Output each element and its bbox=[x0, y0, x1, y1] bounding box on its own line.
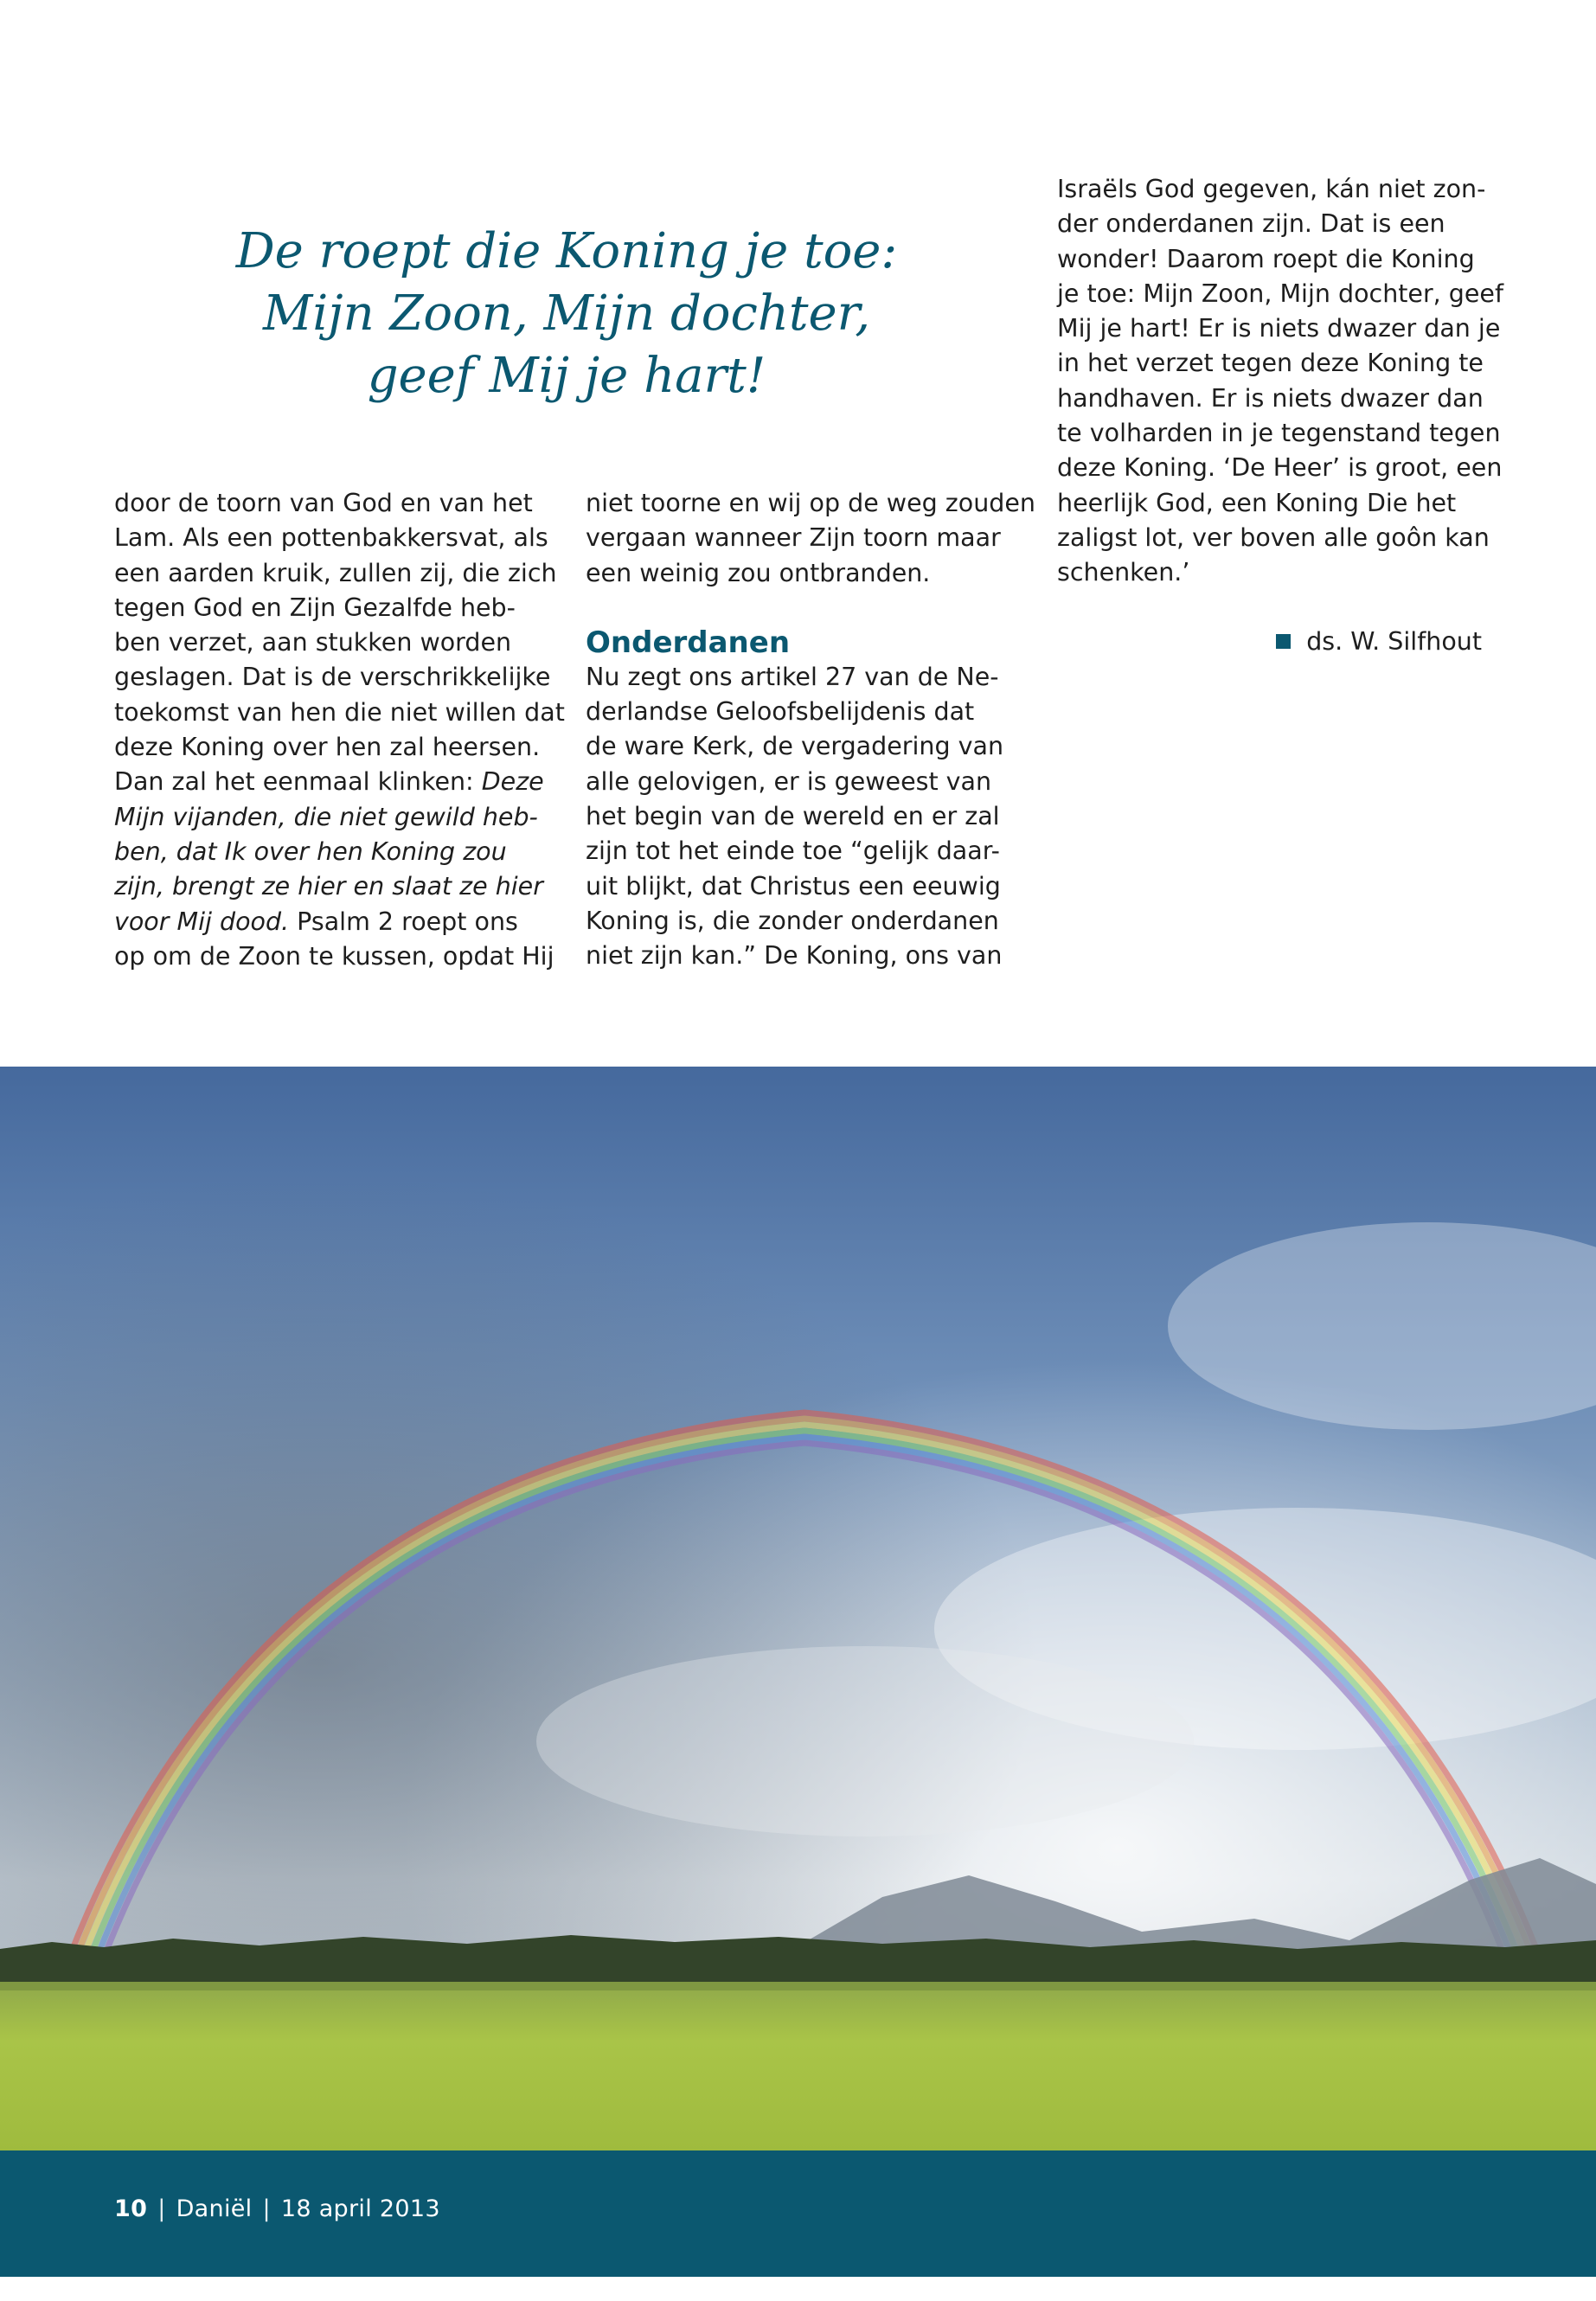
text-line: niet zijn kan.” De Koning, ons van bbox=[586, 941, 1003, 971]
text-line: je toe: Mijn Zoon, Mijn dochter, geef bbox=[1057, 279, 1503, 308]
text-line bbox=[114, 765, 564, 799]
text-line: derlandse Geloofsbelijdenis dat bbox=[586, 697, 975, 727]
italic-quote: Mijn vijanden, die niet gewild heb- bbox=[114, 802, 538, 831]
text-line: de ware Kerk, de vergadering van bbox=[586, 732, 1004, 761]
text-column-3 bbox=[1057, 172, 1507, 591]
text-line: niet toorne en wij op de weg zouden bbox=[586, 489, 1035, 517]
rainbow-landscape-photo bbox=[0, 1067, 1596, 2150]
text-line bbox=[114, 869, 564, 904]
magazine-name: Daniël bbox=[176, 2195, 253, 2222]
pull-quote-line: De roept die Koning je toe: bbox=[235, 223, 898, 279]
square-bullet-icon bbox=[1276, 634, 1291, 649]
text-column-1 bbox=[114, 486, 564, 974]
subheading: Onderdanen bbox=[586, 625, 791, 660]
pull-quote bbox=[164, 221, 969, 407]
text-line: te volharden in je tegenstand tegen bbox=[1057, 419, 1501, 448]
issue-date: 18 april 2013 bbox=[280, 2195, 440, 2222]
footer-separator: | bbox=[157, 2195, 166, 2222]
text-line: zaligst lot, ver boven alle goôn kan bbox=[1057, 522, 1490, 552]
text-line: uit blijkt, dat Christus een eeuwig bbox=[586, 871, 1001, 901]
text-line: door de toorn van God en van het bbox=[114, 489, 533, 517]
text-line: Koning is, die zonder onderdanen bbox=[586, 906, 999, 935]
author-signature bbox=[1276, 625, 1482, 659]
text-column-2 bbox=[586, 486, 1035, 974]
text-line: Mij je hart! Er is niets dwazer dan je bbox=[1057, 314, 1501, 343]
text-line: alle gelovigen, er is geweest van bbox=[586, 766, 992, 796]
text-line: handhaven. Er is niets dwazer dan bbox=[1057, 383, 1484, 413]
italic-quote: ben, dat Ik over hen Koning zou bbox=[114, 836, 507, 866]
photo-illustration bbox=[0, 1067, 1596, 2150]
text-span: Dan zal het eenmaal klinken: bbox=[114, 767, 482, 797]
field-horizon bbox=[0, 1982, 1596, 1990]
italic-quote: Deze bbox=[481, 767, 544, 797]
italic-quote: voor Mij dood. bbox=[114, 907, 290, 936]
text-line: schenken.’ bbox=[1057, 558, 1190, 587]
page-number: 10 bbox=[114, 2195, 148, 2222]
footer-text bbox=[114, 2195, 440, 2222]
pull-quote-line: geef Mij je hart! bbox=[367, 348, 766, 404]
text-line bbox=[114, 835, 564, 869]
text-line: een aarden kruik, zullen zij, die zich bbox=[114, 558, 557, 587]
cloud bbox=[536, 1646, 1194, 1836]
text-line: ben verzet, aan stukken worden bbox=[114, 628, 512, 657]
footer-separator: | bbox=[262, 2195, 271, 2222]
text-line bbox=[114, 905, 564, 939]
grass-field bbox=[0, 1982, 1596, 2150]
text-line: zijn tot het einde toe “gelijk daar- bbox=[586, 836, 1000, 866]
page-footer bbox=[0, 2150, 1596, 2277]
text-line: der onderdanen zijn. Dat is een bbox=[1057, 209, 1445, 239]
text-line: geslagen. Dat is de verschrikkelijke bbox=[114, 663, 551, 692]
text-line bbox=[114, 800, 564, 835]
text-line: Nu zegt ons artikel 27 van de Ne- bbox=[586, 662, 999, 691]
italic-quote: zijn, brengt ze hier en slaat ze hier bbox=[114, 872, 543, 901]
text-line: toekomst van hen die niet willen dat bbox=[114, 697, 565, 727]
text-line: tegen God en Zijn Gezalfde heb- bbox=[114, 593, 516, 622]
text-line: wonder! Daarom roept die Koning bbox=[1057, 244, 1475, 273]
text-line: heerlijk God, een Koning Die het bbox=[1057, 488, 1457, 517]
text-line: het begin van de wereld en er zal bbox=[586, 802, 1000, 831]
pull-quote-line: Mijn Zoon, Mijn dochter, bbox=[262, 285, 871, 342]
text-line: deze Koning. ‘De Heer’ is groot, een bbox=[1057, 453, 1503, 483]
text-span: Psalm 2 roept ons bbox=[289, 907, 518, 936]
text-line: deze Koning over hen zal heersen. bbox=[114, 733, 541, 762]
text-line: vergaan wanneer Zijn toorn maar bbox=[586, 523, 1001, 553]
text-line: op om de Zoon te kussen, opdat Hij bbox=[114, 941, 554, 971]
text-line: Israëls God gegeven, kán niet zon- bbox=[1057, 175, 1486, 203]
text-line: een weinig zou ontbranden. bbox=[586, 558, 931, 587]
author-name: ds. W. Silfhout bbox=[1306, 627, 1482, 656]
text-line: in het verzet tegen deze Koning te bbox=[1057, 349, 1484, 378]
text-line: Lam. Als een pottenbakkersvat, als bbox=[114, 523, 548, 553]
